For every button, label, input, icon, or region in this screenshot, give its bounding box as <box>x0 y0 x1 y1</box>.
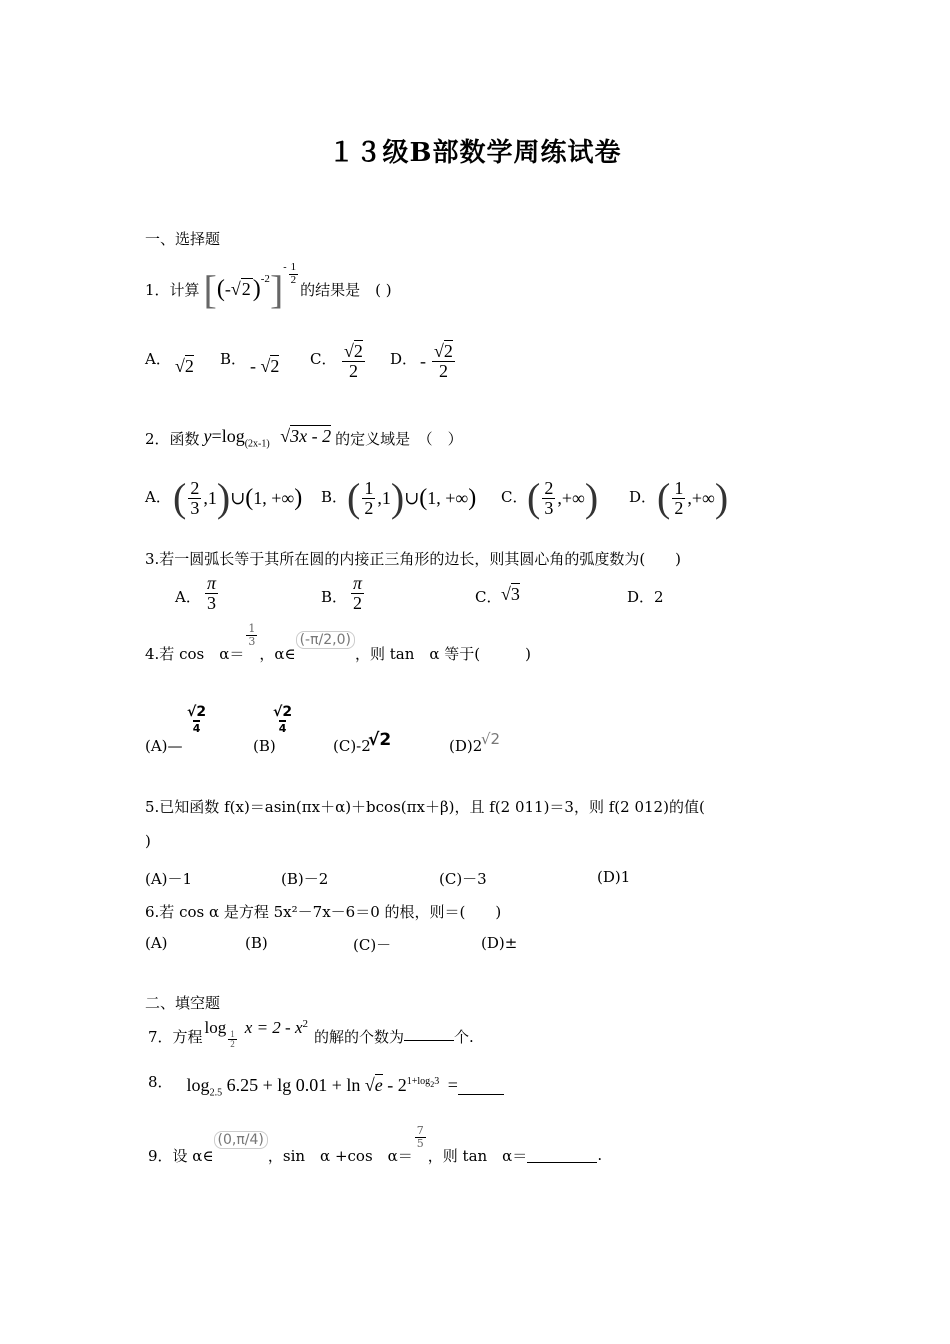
option-d: (D)1 <box>597 868 631 886</box>
option-b: (B) <box>245 934 268 952</box>
question-1 <box>145 260 392 314</box>
option-c-value: √2 <box>368 730 392 750</box>
sum-value-fraction: $\frac{7}{5}$ <box>416 1123 424 1150</box>
left-paren: ( <box>216 275 225 302</box>
option-c-value: √3 <box>501 584 520 604</box>
question-5-options <box>145 868 665 888</box>
question-2-options <box>145 475 785 532</box>
option-d-value: - $\frac{√2}{2}$ <box>420 341 453 381</box>
question-7 <box>148 1018 474 1062</box>
option-b-label: B． <box>321 488 348 506</box>
option-c: (C)－ <box>353 936 392 954</box>
question-4 <box>145 621 531 678</box>
question-2-label: 2．函数 <box>145 429 200 448</box>
option-c-label: C． <box>501 488 528 506</box>
question-7-label: 7．方程 <box>148 1028 203 1046</box>
option-a-value: √2 <box>175 356 194 376</box>
option-a: (A)－1 <box>145 870 193 888</box>
question-1-expression <box>203 260 301 313</box>
option-b-value: $\frac{\pi}{2}$ <box>353 573 363 613</box>
question-3-options <box>175 574 695 618</box>
option-b: (B)－2 <box>281 870 329 888</box>
option-a-label: (A)— <box>145 737 183 755</box>
alpha-interval: (-π/2,0) <box>296 631 355 649</box>
question-8-label: 8． <box>148 1072 173 1091</box>
option-a-label: A． <box>175 588 201 606</box>
inner-exponent: -2 <box>260 273 270 285</box>
question-7-tail: 的解的个数为 <box>314 1028 405 1046</box>
question-9-answer-blank[interactable] <box>527 1148 597 1163</box>
cos-value-fraction: $\frac{1}{3}$ <box>248 621 256 648</box>
option-a-value: ( $\frac{2}{3}$ , 1 ) ∪ ( 1 , +∞ ) <box>173 475 303 520</box>
option-c-label: C． <box>475 588 502 606</box>
question-4-prefix: 4.若 cos α＝ <box>145 644 245 663</box>
question-9-prefix: 9．设 α∈ <box>148 1146 214 1165</box>
question-8-expression: $\log_{2.5} 6.25 + \lg 0.01 + \ln √e - 2^{1+log_23}$ = <box>186 1075 458 1099</box>
section-heading-choice: 一、选择题 <box>145 230 221 248</box>
question-6-options <box>145 934 565 954</box>
question-1-label: 1．计算 <box>145 280 200 299</box>
question-9-mid: ，sin α +cos α＝ <box>267 1146 413 1165</box>
option-c-value: ( $\frac{2}{3}$ , +∞ ) <box>527 475 599 520</box>
option-c: (C)－3 <box>439 870 487 888</box>
option-d-value: √2 <box>481 730 501 748</box>
question-8 <box>148 1070 504 1104</box>
option-c-label: C． <box>310 350 337 368</box>
option-a-label: A． <box>145 488 171 506</box>
option-b-value: - √2 <box>250 356 280 376</box>
option-d-label: (D)2 <box>449 737 483 755</box>
question-1-tail: 的结果是 ( ) <box>300 280 392 299</box>
question-4-options <box>145 700 565 760</box>
option-a-value: $\frac{\pi}{3}$ <box>207 573 217 613</box>
option-c-label: (C)-2 <box>333 737 371 755</box>
question-4-tail: ，则 tan α 等于( ) <box>354 644 531 663</box>
option-b-label: B． <box>220 350 247 368</box>
question-6: 6.若 cos α 是方程 5x²－7x－6＝0 的根，则＝( ) <box>145 903 502 921</box>
sqrt-2: √2 <box>230 278 251 299</box>
alpha-interval: (0,π/4) <box>214 1131 268 1149</box>
question-7-unit: 个. <box>454 1028 474 1046</box>
question-8-answer-blank[interactable] <box>458 1080 504 1095</box>
option-a-label: A． <box>145 350 171 368</box>
question-2 <box>145 418 463 458</box>
question-5-close: ) <box>145 832 151 850</box>
page-title: １３级B部数学周练试卷 <box>328 138 622 168</box>
option-b-label: (B) <box>253 737 276 755</box>
question-5: 5.已知函数 f(x)＝asin(πx＋α)＋bcos(πx＋β)，且 f(2 011)＝3，则 f(2 012)的值( <box>145 798 705 816</box>
option-d: (D)± <box>481 934 518 952</box>
option-a-value: √2 4 <box>187 704 207 735</box>
question-4-mid: ，α∈ <box>259 644 296 663</box>
question-2-expression: $y=\log_{(2x-1)}$ √3x - 2 <box>203 426 332 450</box>
question-2-tail: 的定义域是 （ ） <box>335 429 463 448</box>
question-9-end: . <box>597 1146 603 1164</box>
option-a: (A) <box>145 934 168 952</box>
right-paren: ) <box>252 275 261 302</box>
question-9-tail: ，则 tan α＝ <box>427 1146 528 1165</box>
option-b-label: B． <box>321 588 348 606</box>
question-7-answer-blank[interactable] <box>404 1026 454 1041</box>
question-9 <box>148 1123 603 1180</box>
question-3: 3.若一圆弧长等于其所在圆的内接正三角形的边长，则其圆心角的弧度数为( ) <box>145 550 682 568</box>
option-d: D．2 <box>627 588 664 606</box>
left-bracket: [ <box>203 266 217 312</box>
option-c-value: $\frac{√2}{2}$ <box>344 341 363 381</box>
question-7-equation: log $\frac{1}{2}$ x = 2 - x 2 <box>204 1018 309 1050</box>
section-heading-fill: 二、填空题 <box>145 994 221 1012</box>
outer-exponent: - $\frac{1}{2}$ <box>283 260 297 286</box>
option-d-label: D． <box>390 350 418 368</box>
option-b-value: ( $\frac{1}{2}$ , 1 ) ∪ ( 1 , +∞ ) <box>347 475 477 520</box>
option-d-value: ( $\frac{1}{2}$ , +∞ ) <box>657 475 729 520</box>
option-b-value: √2 4 <box>273 704 293 735</box>
minus-sign: - <box>224 278 231 299</box>
option-d-label: D． <box>629 488 657 506</box>
right-bracket: ] <box>269 266 284 312</box>
